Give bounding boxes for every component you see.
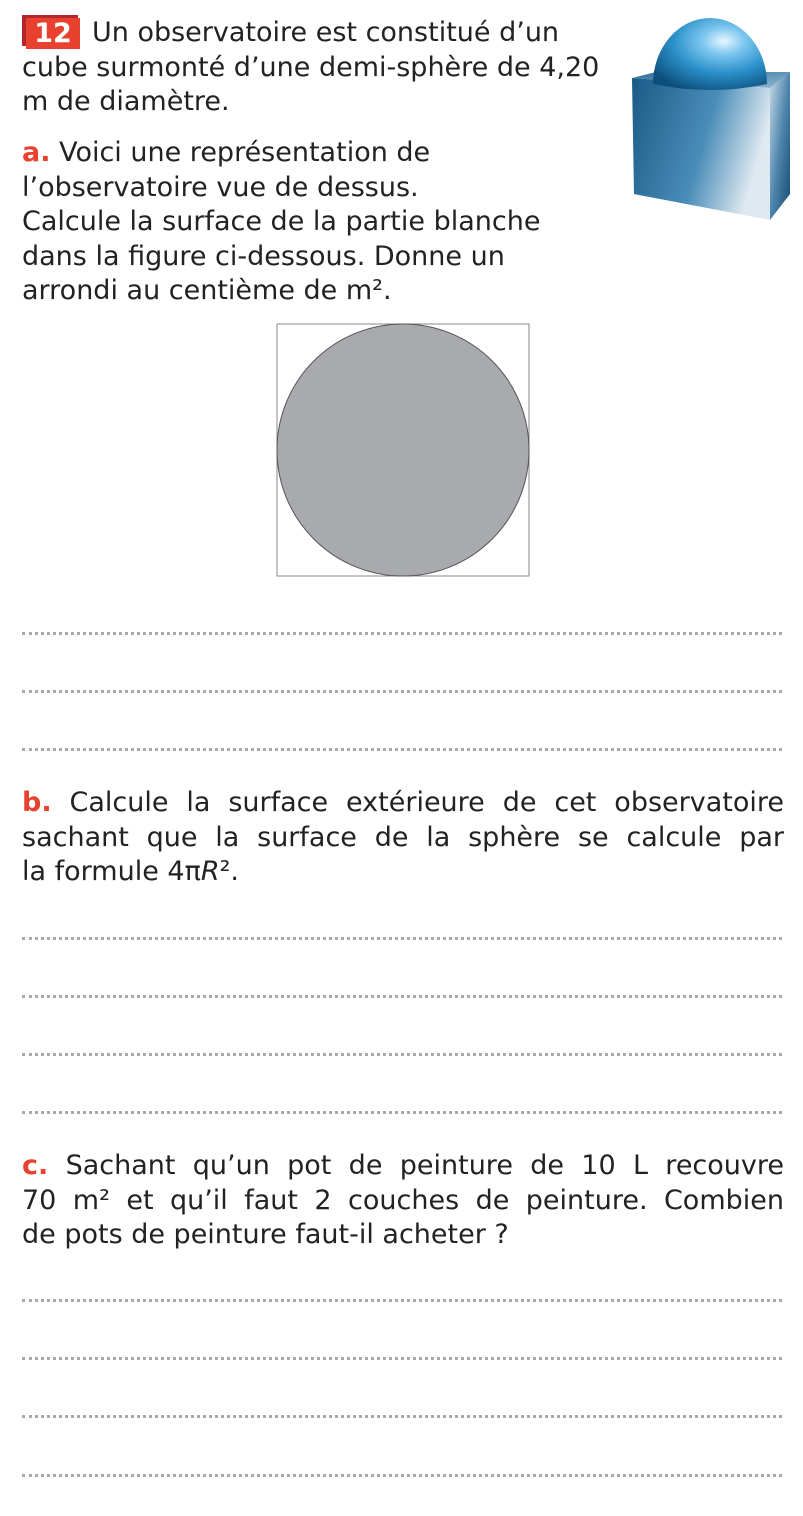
part-c-text-1: Sachant qu’un pot de peinture de 10 L recouvre [48, 1150, 784, 1181]
part-a-text-1: Voici une représentation de [50, 137, 431, 168]
top-view-circle [277, 324, 529, 576]
part-a-letter: a. [22, 137, 51, 168]
cube-side-face [770, 72, 790, 220]
part-c-line-3: de pots de peinture faut-il acheter ? [22, 1219, 509, 1250]
part-b-statement [22, 786, 784, 890]
exercise-number: 12 [26, 18, 80, 49]
cube-front-face [632, 78, 770, 220]
part-c-line-2: 70 m² et qu’il faut 2 couches de peinture. Combien [22, 1184, 784, 1216]
part-b-text-1: Calcule la surface extérieure de cet observatoire [51, 787, 784, 818]
answer-line[interactable] [22, 1111, 782, 1114]
part-b-line-2: sachant que la surface de la sphère se calcule par [22, 821, 784, 853]
part-a-line-1 [22, 136, 632, 171]
observatory-illustration-icon [628, 8, 798, 226]
exercise-intro: Un observatoire est constitué d’un cube surmonté d’une demi-sphère de 4,20 m de diamètre. [22, 17, 600, 117]
answer-line[interactable] [22, 690, 782, 693]
answer-line[interactable] [22, 937, 782, 940]
answer-line[interactable] [22, 1474, 782, 1477]
hemisphere [653, 18, 767, 90]
answer-line[interactable] [22, 1357, 782, 1360]
part-b-formula-variable: R [200, 856, 220, 887]
top-view-figure [276, 323, 530, 577]
answer-line[interactable] [22, 748, 782, 751]
answer-line[interactable] [22, 632, 782, 635]
part-c-line-1 [22, 1149, 784, 1184]
part-a-line-2: l’observatoire vue de dessus. [22, 171, 419, 203]
answer-line[interactable] [22, 1053, 782, 1056]
answer-line[interactable] [22, 1415, 782, 1418]
part-a-line-5: arrondi au centième de m². [22, 275, 392, 306]
part-c-letter: c. [22, 1150, 49, 1181]
part-b-letter: b. [22, 787, 52, 818]
answer-line[interactable] [22, 995, 782, 998]
part-b-formula-suffix: ². [219, 856, 239, 887]
part-a-statement [22, 136, 632, 309]
part-a-line-3: Calcule la surface de la partie blanche [22, 206, 541, 237]
part-a-line-4: dans la figure ci-dessous. Donne un [22, 240, 505, 272]
part-b-formula-prefix: la formule 4π [22, 856, 201, 887]
answer-line[interactable] [22, 1299, 782, 1302]
part-b-line-3 [22, 855, 784, 890]
part-b-line-1 [22, 786, 784, 821]
part-c-statement [22, 1149, 784, 1253]
